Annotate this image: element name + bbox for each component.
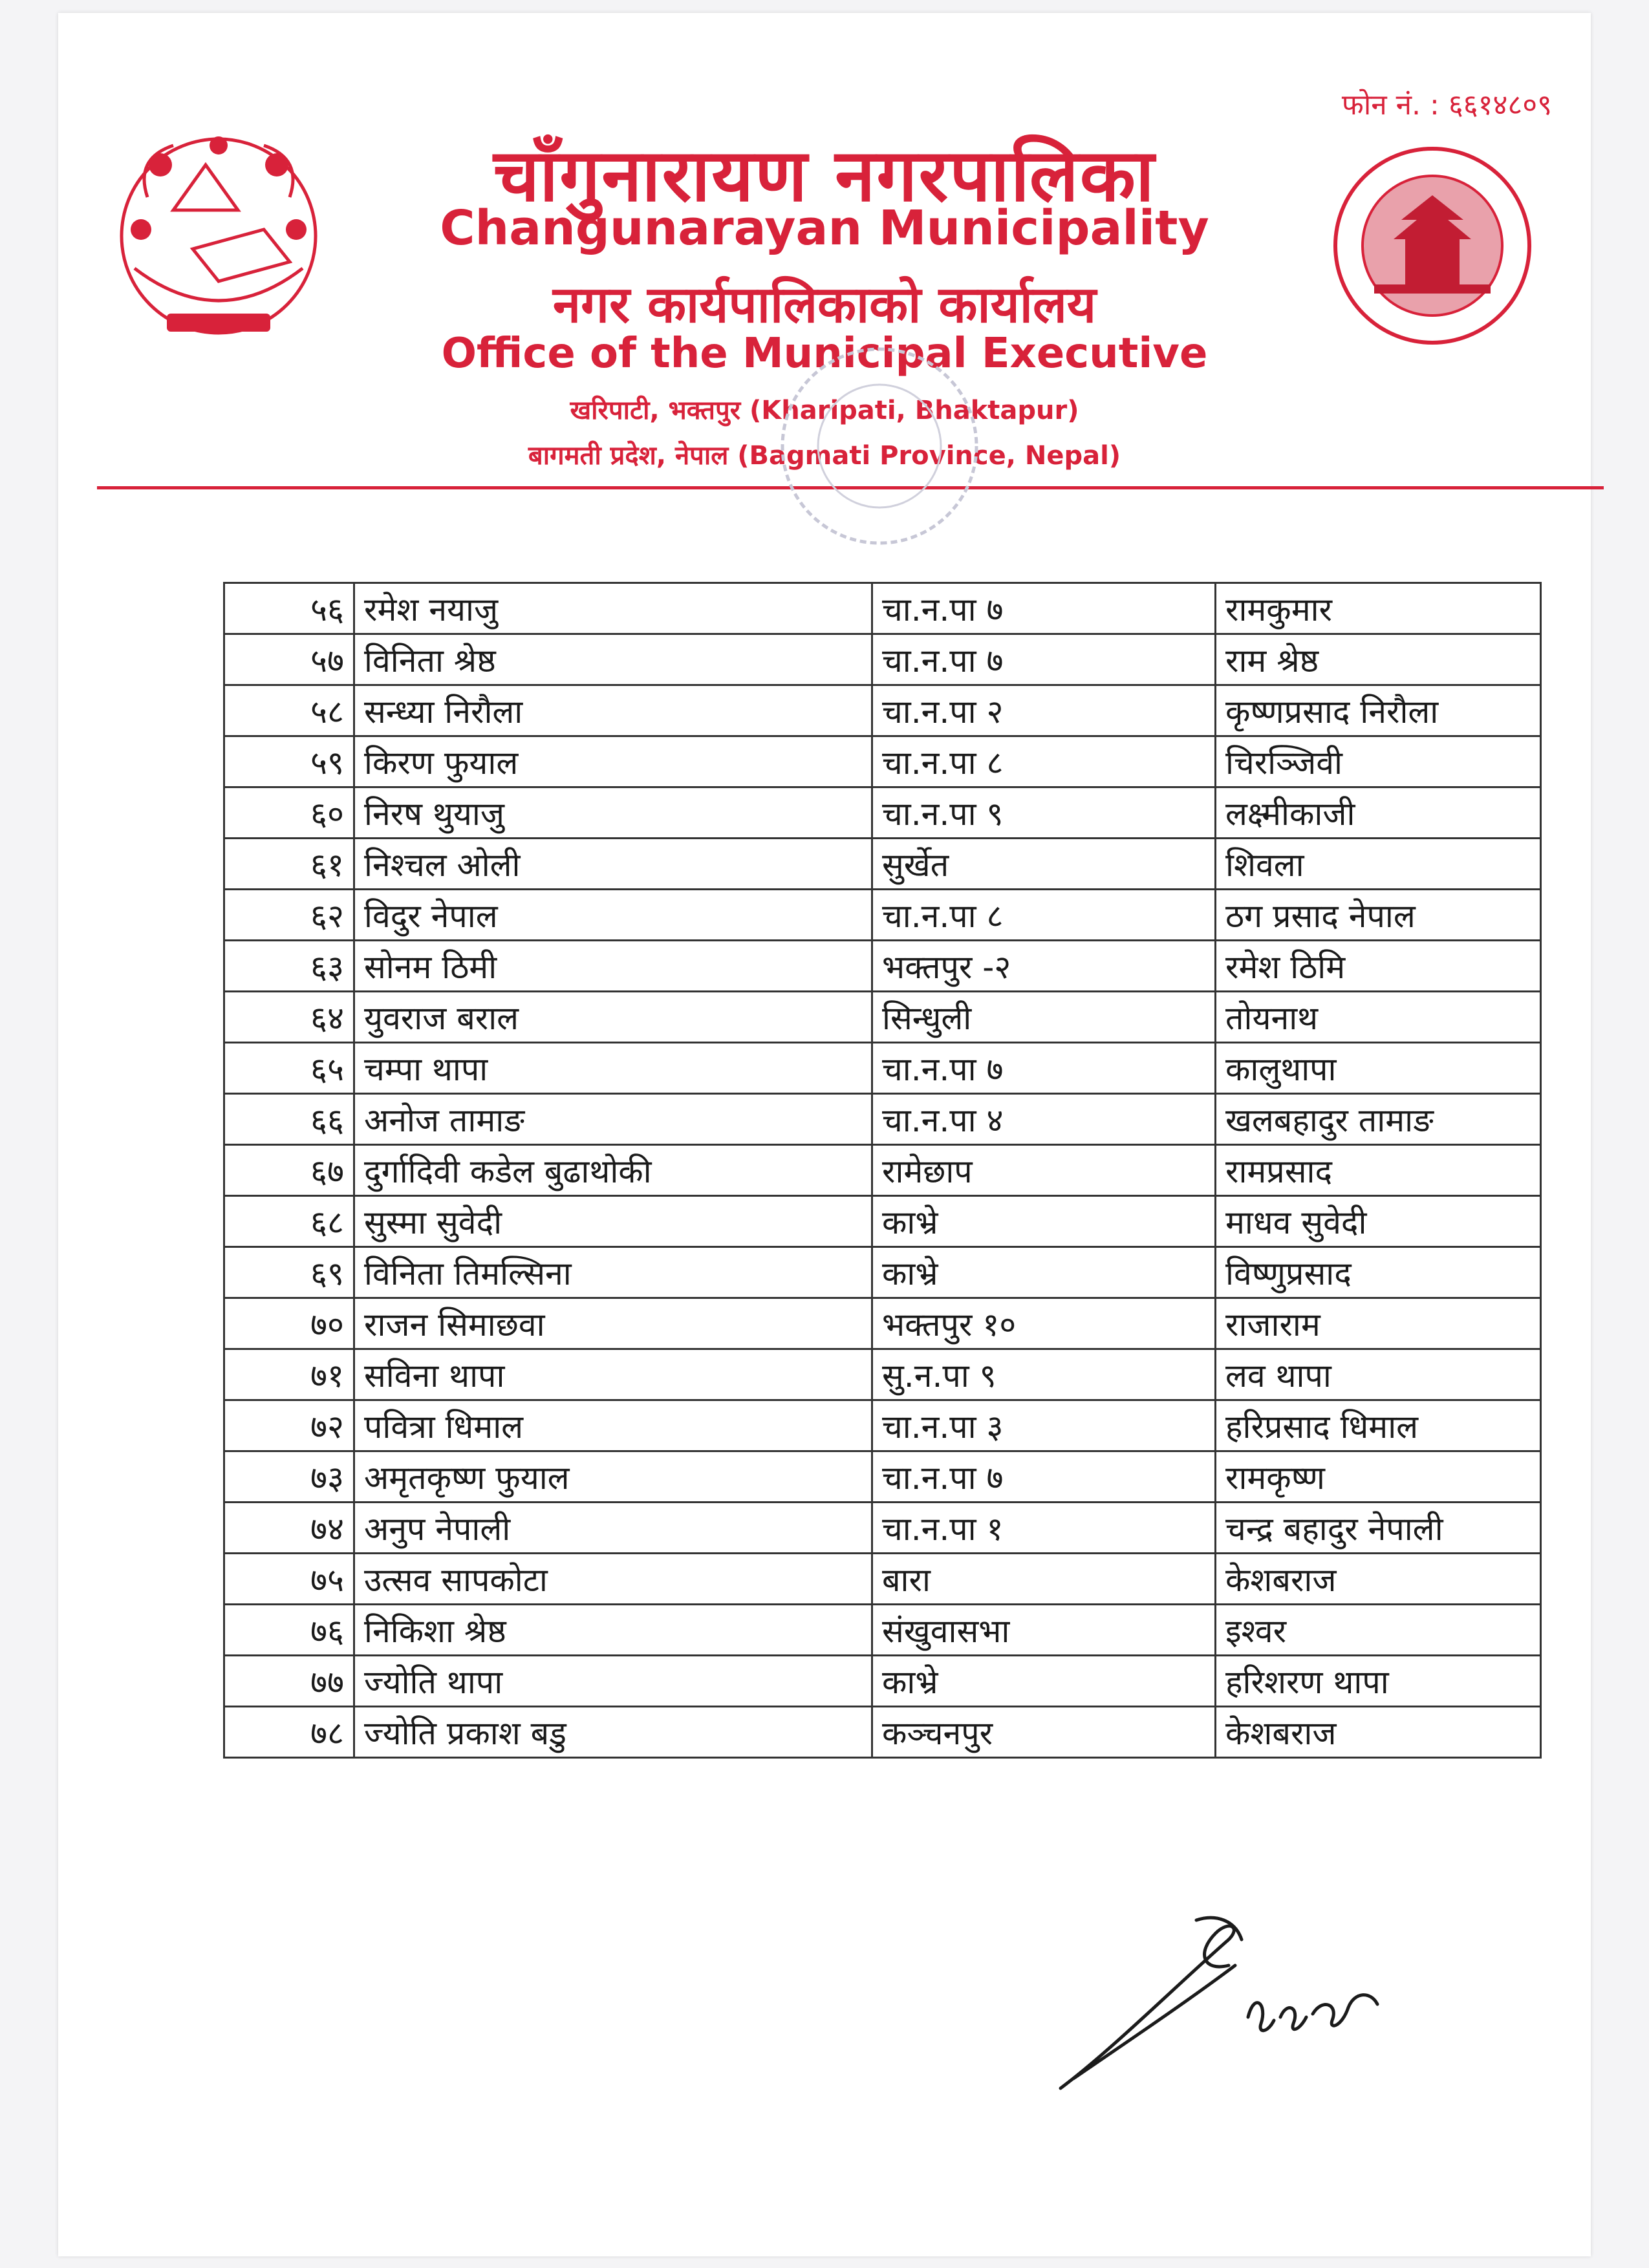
guardian-name: लक्ष्मीकाजी [1216, 787, 1541, 839]
member-name: विदुर नेपाल [354, 890, 872, 941]
member-name: सविना थापा [354, 1349, 872, 1400]
member-address: सु.न.पा ९ [872, 1349, 1216, 1400]
member-address: काभ्रे [872, 1247, 1216, 1298]
table-row [224, 634, 1541, 685]
serial-number: ५७ [224, 634, 354, 685]
phone-number: फोन नं. : ६६१४८०९ [1341, 89, 1552, 122]
member-name: विनिता तिमल्सिना [354, 1247, 872, 1298]
guardian-name: खलबहादुर तामाङ [1216, 1094, 1541, 1145]
serial-number: ६६ [224, 1094, 354, 1145]
member-name: सन्ध्या निरौला [354, 685, 872, 736]
member-address: चा.न.पा ३ [872, 1400, 1216, 1451]
member-name: सुस्मा सुवेदी [354, 1196, 872, 1247]
member-address: सुर्खेत [872, 839, 1216, 890]
municipality-title-nepali: चाँगुनारायण नगरपालिका [493, 134, 1156, 218]
member-name: रमेश नयाजु [354, 583, 872, 634]
member-name: निरष थुयाजु [354, 787, 872, 839]
member-address: कञ्चनपुर [872, 1707, 1216, 1758]
member-address: काभ्रे [872, 1656, 1216, 1707]
serial-number: ७१ [224, 1349, 354, 1400]
serial-number: ५९ [224, 736, 354, 787]
table-row [224, 736, 1541, 787]
serial-number: ७४ [224, 1503, 354, 1554]
member-name: सोनम ठिमी [354, 941, 872, 992]
serial-number: ७७ [224, 1656, 354, 1707]
guardian-name: चिरञ्जिवी [1216, 736, 1541, 787]
guardian-name: राजाराम [1216, 1298, 1541, 1349]
table-row [224, 1094, 1541, 1145]
guardian-name: कालुथापा [1216, 1043, 1541, 1094]
address-line-2: बागमती प्रदेश, नेपाल (Bagmati Province, Nepal) [528, 441, 1121, 471]
guardian-name: लव थापा [1216, 1349, 1541, 1400]
member-address: चा.न.पा ७ [872, 1043, 1216, 1094]
table-row [224, 839, 1541, 890]
serial-number: ६८ [224, 1196, 354, 1247]
table-row [224, 583, 1541, 634]
member-address: चा.न.पा ७ [872, 583, 1216, 634]
table-row [224, 992, 1541, 1043]
member-address: संखुवासभा [872, 1605, 1216, 1656]
member-address: चा.न.पा ७ [872, 1451, 1216, 1503]
serial-number: ७२ [224, 1400, 354, 1451]
serial-number: ६१ [224, 839, 354, 890]
member-address: भक्तपुर १० [872, 1298, 1216, 1349]
member-address: रामेछाप [872, 1145, 1216, 1196]
table-row [224, 1043, 1541, 1094]
table-row [224, 1503, 1541, 1554]
office-stamp-icon [770, 336, 989, 556]
serial-number: ५६ [224, 583, 354, 634]
table-row [224, 1298, 1541, 1349]
guardian-name: चन्द्र बहादुर नेपाली [1216, 1503, 1541, 1554]
member-address: भक्तपुर -२ [872, 941, 1216, 992]
table-row [224, 1605, 1541, 1656]
member-name: अनोज तामाङ [354, 1094, 872, 1145]
office-title-nepali: नगर कार्यपालिकाको कार्यालय [552, 276, 1097, 334]
table-row [224, 1707, 1541, 1758]
member-address: चा.न.पा ८ [872, 890, 1216, 941]
member-address: चा.न.पा २ [872, 685, 1216, 736]
member-name: विनिता श्रेष्ठ [354, 634, 872, 685]
member-address: काभ्रे [872, 1196, 1216, 1247]
guardian-name: शिवला [1216, 839, 1541, 890]
serial-number: ६५ [224, 1043, 354, 1094]
member-name: दुर्गादिवी कडेल बुढाथोकी [354, 1145, 872, 1196]
table-row [224, 1554, 1541, 1605]
table-row [224, 1145, 1541, 1196]
guardian-name: राम श्रेष्ठ [1216, 634, 1541, 685]
serial-number: ६० [224, 787, 354, 839]
guardian-name: रामप्रसाद [1216, 1145, 1541, 1196]
member-address: चा.न.पा ९ [872, 787, 1216, 839]
table-row [224, 1400, 1541, 1451]
member-address: चा.न.पा १ [872, 1503, 1216, 1554]
guardian-name: केशबराज [1216, 1707, 1541, 1758]
member-name: युवराज बराल [354, 992, 872, 1043]
member-address: चा.न.पा ७ [872, 634, 1216, 685]
member-name: उत्सव सापकोटा [354, 1554, 872, 1605]
guardian-name: कृष्णप्रसाद निरौला [1216, 685, 1541, 736]
member-address: चा.न.पा ८ [872, 736, 1216, 787]
guardian-name: इश्वर [1216, 1605, 1541, 1656]
member-name: अनुप नेपाली [354, 1503, 872, 1554]
member-name: किरण फुयाल [354, 736, 872, 787]
signature-icon [1035, 1894, 1397, 2108]
table-row [224, 1247, 1541, 1298]
member-address: सिन्धुली [872, 992, 1216, 1043]
table-row [224, 1196, 1541, 1247]
member-table [223, 582, 1542, 1759]
guardian-name: तोयनाथ [1216, 992, 1541, 1043]
serial-number: ६९ [224, 1247, 354, 1298]
serial-number: ६२ [224, 890, 354, 941]
guardian-name: रामकृष्ण [1216, 1451, 1541, 1503]
table-row [224, 1349, 1541, 1400]
serial-number: ७३ [224, 1451, 354, 1503]
table-row [224, 685, 1541, 736]
guardian-name: हरिप्रसाद धिमाल [1216, 1400, 1541, 1451]
serial-number: ७० [224, 1298, 354, 1349]
member-name: राजन सिमाछवा [354, 1298, 872, 1349]
table-row [224, 1451, 1541, 1503]
serial-number: ७८ [224, 1707, 354, 1758]
table-row [224, 941, 1541, 992]
member-name: ज्योति प्रकाश बडु [354, 1707, 872, 1758]
office-title-english: Office of the Municipal Executive [441, 330, 1208, 378]
serial-number: ५८ [224, 685, 354, 736]
member-name: निकिशा श्रेष्ठ [354, 1605, 872, 1656]
member-name: चम्पा थापा [354, 1043, 872, 1094]
guardian-name: विष्णुप्रसाद [1216, 1247, 1541, 1298]
serial-number: ६४ [224, 992, 354, 1043]
member-name: निश्चल ओली [354, 839, 872, 890]
municipality-title-english: Changunarayan Municipality [440, 200, 1209, 256]
member-address: चा.न.पा ४ [872, 1094, 1216, 1145]
table-row [224, 787, 1541, 839]
member-name: अमृतकृष्ण फुयाल [354, 1451, 872, 1503]
guardian-name: हरिशरण थापा [1216, 1656, 1541, 1707]
serial-number: ६७ [224, 1145, 354, 1196]
member-address: बारा [872, 1554, 1216, 1605]
guardian-name: ठग प्रसाद नेपाल [1216, 890, 1541, 941]
address-line-1: खरिपाटी, भक्तपुर (Kharipati, Bhaktapur) [570, 396, 1079, 425]
guardian-name: रामकुमार [1216, 583, 1541, 634]
member-name: ज्योति थापा [354, 1656, 872, 1707]
serial-number: ७६ [224, 1605, 354, 1656]
table-row [224, 890, 1541, 941]
serial-number: ७५ [224, 1554, 354, 1605]
member-name: पवित्रा धिमाल [354, 1400, 872, 1451]
serial-number: ६३ [224, 941, 354, 992]
guardian-name: केशबराज [1216, 1554, 1541, 1605]
guardian-name: रमेश ठिमि [1216, 941, 1541, 992]
guardian-name: माधव सुवेदी [1216, 1196, 1541, 1247]
table-row [224, 1656, 1541, 1707]
